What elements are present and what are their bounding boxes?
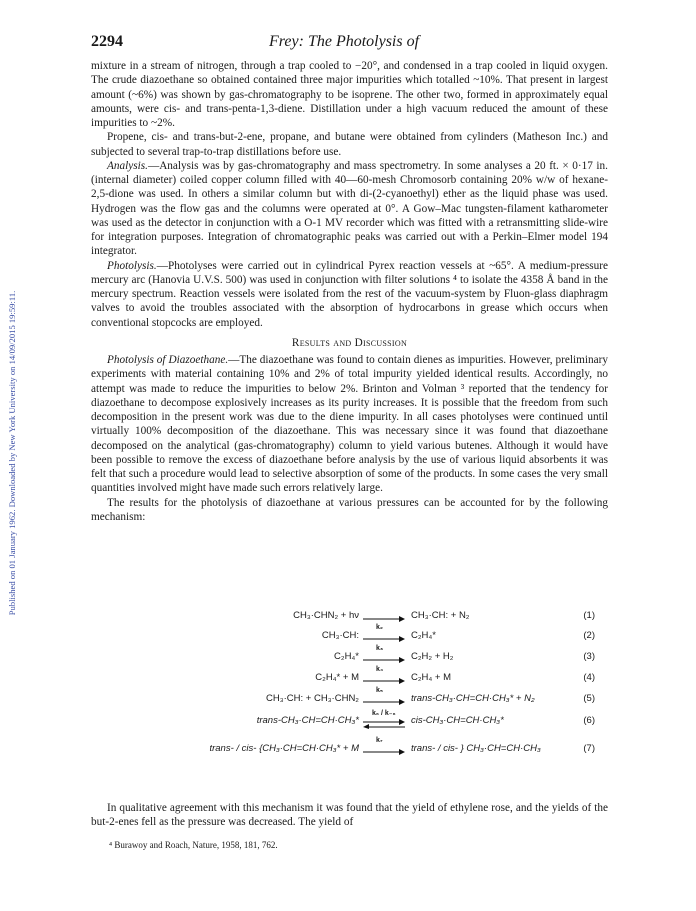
reaction-arrow-icon: [363, 749, 405, 755]
page-number: 2294: [91, 33, 123, 50]
download-notice: Published on 01 January 1962. Downloaded by New York University on 14/09/2015 19:59:11.: [7, 290, 17, 616]
rate-constant: k₅: [376, 687, 384, 694]
running-title: Frey: The Photolysis of: [269, 33, 420, 50]
equation-lhs: C₂H₄*: [334, 651, 359, 662]
diazoethane-label: Photolysis of Diazoethane.: [107, 354, 229, 366]
equation-rhs: C₂H₂ + H₂: [411, 651, 454, 662]
equation-rhs: trans- / cis- } CH₃·CH=CH·CH₃: [411, 743, 541, 754]
rate-constant: k₂: [376, 624, 384, 631]
paragraph-qualitative: In qualitative agreement with this mechanism it was found that the yield of ethylene rose, and the yields of the but-2-enes fell as the pressure was decreased. The yield of: [91, 802, 608, 829]
diazoethane-text: —The diazoethane was found to contain dienes as impurities. However, preliminary experiments with material containing 10% and 2% of total impurity yielded identical results. Accordingly, no attempt was made to reduce the impurities to below 2%. Brinton and Volman ³ reported that the tendency for diazoethane to decompose explosively increases as its purity increases. It is possible that the freedom from such decomposition in the present work was due to the diene impurity. In all cases photolyses were continued until virtually 100% decomposition of the diazoethane. This was necessary since it was found that diazoethane decomposed on the analytical (gas-chromatography) column to yield various butenes. Although it would have been possible to remove the excess of diazoethane before analysis by the use of various liquid absorbents it was felt that such a procedure would lead to selective absorption of some of the products. In some cases the very small quantities involved might have made such errors relatively large.: [91, 354, 608, 495]
paragraph-1: mixture in a stream of nitrogen, through a trap cooled to −20°, and condensed in a trap cooled in liquid oxygen. The crude diazoethane so obtained contained three major impurities which totalled ~10%. That present in largest amount (~6%) was shown by gas-chromatography to be isoprene. The other two, formed in approximately equal amounts, were cis- and trans-penta-1,3-diene. Distillation under a high vacuum reduced the amount of these impurities to ~2%.: [91, 60, 608, 129]
reaction-arrow-icon: [363, 678, 405, 684]
paragraph-photolysis: [91, 259, 608, 330]
analysis-label: Analysis.: [107, 159, 148, 172]
photolysis-text: —Photolyses were carried out in cylindrical Pyrex reaction vessels at ~65°. A medium-pressure mercury arc (Hanovia U.V.S. 500) was used in conjunction with filter solutions ⁴ to isolate the 4358 Å band in the mercury spectrum. Reaction vessels were isolated from the rest of the vacuum-system by Fluon-glass diaphragm valves to avoid the troubles associated with the absorption of hydrocarbons in grease which occurs when conventional stopcocks are employed.: [91, 259, 608, 329]
equation-5: [175, 687, 595, 709]
equation-lhs: C₂H₄* + M: [315, 672, 359, 683]
reaction-arrow-icon: [363, 657, 405, 663]
equation-1: [175, 610, 595, 626]
section-heading: Results and Discussion: [291, 336, 408, 349]
paragraph-diazoethane: [91, 353, 608, 496]
equation-6: [175, 710, 595, 731]
reaction-arrow-icon: [363, 636, 405, 642]
equation-lhs: CH₃·CHN₂ + hν: [293, 610, 359, 621]
equation-number: (7): [583, 743, 595, 754]
equation-rhs: C₂H₄ + M: [411, 672, 452, 683]
photolysis-label: Photolysis.: [107, 259, 157, 272]
equation-number: (1): [583, 610, 595, 621]
equilibrium-arrow-icon: [363, 719, 405, 729]
equation-number: (4): [583, 672, 595, 683]
equation-lhs: CH₃·CH:: [321, 630, 359, 641]
page-header: [91, 33, 601, 51]
equation-lhs: trans- / cis- {CH₃·CH=CH·CH₃* + M: [209, 743, 359, 754]
paragraph-mechanism-intro: The results for the photolysis of diazoethane at various pressures can be accounted for by the following mechanism:: [91, 496, 608, 523]
reaction-arrow-icon: [363, 699, 405, 705]
equation-lhs: trans-CH₃·CH=CH·CH₃*: [256, 715, 359, 726]
body-text: [91, 59, 608, 524]
equation-number: (3): [583, 651, 595, 662]
rate-constant: k₆ / k₋₆: [372, 710, 396, 717]
analysis-text: —Analysis was by gas-chromatography and mass spectrometry. In some analyses a 20 ft. × 0·17 in. (internal diameter) coiled copper column filled with 40—60-mesh Chromosorb containing 20% w/w of hexane-2,5-dione was used. In others a similar column but with di-(2-cyanoethyl) ether as the liquid phase was used. Hydrogen was the flow gas and the columns were operated at 0°. A Gow–Mac tungsten-filament katharometer was used as the detector in conjunction with a O-1 MV recorder which was fitted with a retransmitting slide-wire for integration purposes. Integration of chromatographic peaks was carried out with a Perkin–Elmer model 194 integrator.: [91, 159, 608, 258]
equation-rhs: cis-CH₃·CH=CH·CH₃*: [411, 715, 504, 726]
equation-2: [175, 624, 595, 646]
equation-4: [175, 666, 595, 688]
equation-rhs: C₂H₄*: [411, 630, 436, 641]
equation-rhs: CH₃·CH: + N₂: [411, 610, 470, 621]
equation-number: (5): [583, 693, 595, 704]
rate-constant: k₇: [376, 737, 383, 744]
equation-lhs: CH₃·CH: + CH₃·CHN₂: [266, 693, 359, 704]
equation-number: (6): [583, 715, 595, 726]
equation-rhs: trans-CH₃·CH=CH·CH₃* + N₂: [411, 693, 535, 704]
rate-constant: k₄: [376, 666, 384, 673]
footnote: ⁴ Burawoy and Roach, Nature, 1958, 181, 762.: [109, 840, 278, 850]
paragraph-2: Propene, cis- and trans-but-2-ene, propane, and butane were obtained from cylinders (Matheson Inc.) and subjected to several trap-to-trap distillations before use.: [91, 131, 608, 158]
equation-number: (2): [583, 630, 595, 641]
reaction-arrow-icon: [363, 616, 405, 622]
equation-7: [175, 737, 595, 759]
paragraph-analysis: [91, 159, 608, 259]
rate-constant: k₃: [376, 645, 384, 652]
equation-3: [175, 645, 595, 667]
